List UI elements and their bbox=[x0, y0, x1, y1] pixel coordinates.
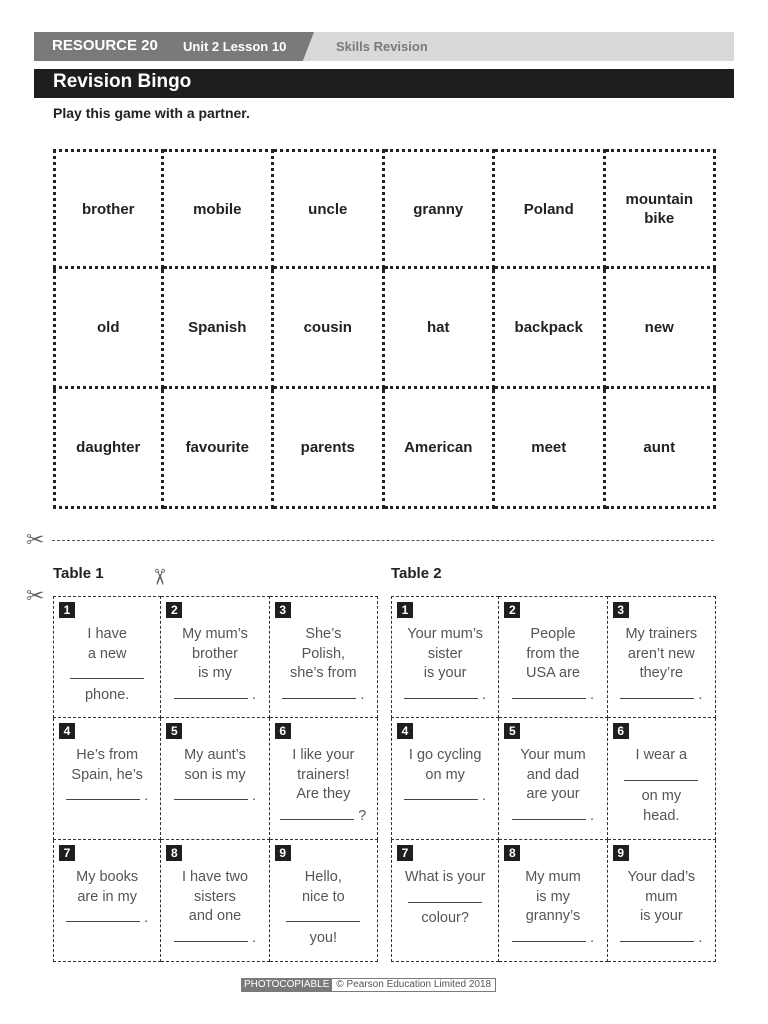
card-sentence bbox=[395, 868, 495, 929]
question-card bbox=[391, 840, 499, 962]
card-sentence bbox=[164, 625, 265, 705]
bingo-cell bbox=[164, 389, 275, 509]
question-card bbox=[391, 718, 499, 840]
bingo-cell bbox=[274, 389, 385, 509]
card-sentence bbox=[611, 868, 712, 948]
answer-blank bbox=[620, 927, 694, 942]
bingo-word: aunt bbox=[643, 439, 676, 456]
answer-blank bbox=[408, 888, 482, 903]
cut-line bbox=[52, 540, 714, 541]
card-number: 2 bbox=[166, 602, 182, 618]
sentence-line: Your mum’s bbox=[407, 626, 484, 642]
card-number: 7 bbox=[397, 845, 413, 861]
bingo-cell bbox=[274, 149, 385, 269]
answer-blank bbox=[404, 684, 478, 699]
bingo-word: parents bbox=[300, 439, 355, 456]
sentence-line: Polish, bbox=[301, 645, 346, 662]
sentence-line: She’s bbox=[305, 626, 342, 642]
instruction-text: Play this game with a partner. bbox=[53, 105, 250, 121]
answer-blank bbox=[174, 927, 248, 942]
sentence-line: I like your bbox=[292, 747, 355, 763]
bingo-cell bbox=[385, 269, 496, 389]
bingo-word: old bbox=[97, 319, 120, 336]
sentence-line: . bbox=[502, 805, 603, 827]
question-card bbox=[499, 718, 607, 840]
answer-blank bbox=[66, 907, 140, 922]
sentence-line: are in my bbox=[77, 888, 137, 905]
bingo-word: Poland bbox=[523, 200, 574, 218]
card-number: 9 bbox=[275, 845, 291, 861]
sentence-line: . bbox=[57, 907, 157, 929]
card-number: 3 bbox=[275, 602, 291, 618]
bingo-cell bbox=[606, 149, 717, 269]
bingo-word: mountain bike bbox=[625, 191, 693, 227]
answer-blank bbox=[404, 785, 478, 800]
bingo-cell bbox=[53, 149, 164, 269]
bingo-word: new bbox=[644, 319, 674, 336]
sentence-line bbox=[57, 664, 157, 686]
card-sentence bbox=[273, 625, 374, 705]
card-sentence bbox=[395, 746, 495, 807]
bingo-cell bbox=[164, 149, 275, 269]
sentence-line: son is my bbox=[184, 766, 246, 783]
card-sentence bbox=[611, 746, 712, 826]
sentence-line: . bbox=[273, 684, 374, 706]
bingo-word: mobile bbox=[193, 200, 242, 218]
sentence-line: nice to bbox=[301, 888, 345, 905]
sentence-line: . bbox=[395, 684, 495, 706]
question-card bbox=[608, 718, 716, 840]
card-sentence bbox=[57, 746, 157, 807]
sentence-line: is your bbox=[639, 908, 683, 924]
question-card bbox=[499, 840, 607, 962]
sentence-line: sisters bbox=[194, 888, 236, 905]
sentence-line: He’s from bbox=[76, 747, 139, 763]
bingo-word: brother bbox=[82, 200, 135, 218]
bingo-word: backpack bbox=[514, 319, 583, 336]
answer-blank bbox=[512, 684, 586, 699]
sentence-line: My mum bbox=[525, 869, 581, 885]
sentence-line: Are they bbox=[296, 786, 351, 802]
card-number: 5 bbox=[504, 723, 520, 739]
sentence-line: granny’s bbox=[525, 908, 581, 924]
sentence-line: . bbox=[57, 785, 157, 807]
answer-blank bbox=[70, 664, 144, 679]
answer-blank bbox=[174, 785, 248, 800]
card-number: 3 bbox=[613, 602, 629, 618]
card-sentence bbox=[502, 625, 603, 705]
bingo-cell bbox=[385, 149, 496, 269]
table1-grid bbox=[53, 596, 378, 962]
bingo-cell bbox=[274, 269, 385, 389]
sentence-line: I have two bbox=[181, 869, 249, 885]
sentence-line: USA are bbox=[525, 665, 580, 681]
sentence-line: phone. bbox=[84, 686, 130, 703]
answer-blank bbox=[512, 927, 586, 942]
sentence-line: . bbox=[611, 927, 712, 949]
sentence-line: sister bbox=[427, 645, 463, 662]
card-number: 8 bbox=[166, 845, 182, 861]
bingo-cell bbox=[53, 389, 164, 509]
card-sentence bbox=[502, 746, 603, 826]
sentence-line: My trainers bbox=[625, 626, 698, 642]
sentence-line: My mum’s bbox=[182, 626, 248, 642]
question-card bbox=[270, 718, 378, 840]
sentence-line: on my bbox=[425, 766, 465, 783]
card-number: 1 bbox=[59, 602, 75, 618]
sentence-line: . bbox=[611, 684, 712, 706]
card-number: 4 bbox=[59, 723, 75, 739]
sentence-line: mum bbox=[645, 888, 678, 905]
sentence-line: Your dad’s bbox=[627, 869, 696, 885]
sentence-line: My books bbox=[76, 869, 139, 885]
bingo-word: hat bbox=[427, 319, 450, 336]
bingo-cell bbox=[606, 389, 717, 509]
sentence-line: . bbox=[502, 927, 603, 949]
question-card bbox=[53, 596, 161, 718]
sentence-line: on my bbox=[641, 788, 682, 804]
sentence-line: from the bbox=[526, 645, 580, 662]
sentence-line: head. bbox=[643, 807, 680, 824]
question-card bbox=[608, 596, 716, 718]
card-sentence bbox=[57, 625, 157, 705]
question-card bbox=[53, 718, 161, 840]
sentence-line: Your mum bbox=[520, 747, 586, 763]
question-card bbox=[53, 840, 161, 962]
question-card bbox=[270, 840, 378, 962]
card-number: 6 bbox=[275, 723, 291, 739]
sentence-line: . bbox=[164, 785, 265, 807]
bingo-word: Spanish bbox=[188, 319, 247, 336]
bingo-word: meet bbox=[531, 439, 567, 456]
bingo-cell bbox=[164, 269, 275, 389]
card-sentence bbox=[57, 868, 157, 929]
sentence-line: they’re bbox=[639, 665, 684, 681]
copyright-text: © Pearson Education Limited 2018 bbox=[332, 978, 496, 992]
card-sentence bbox=[164, 868, 265, 948]
answer-blank bbox=[174, 684, 248, 699]
sentence-line bbox=[611, 766, 712, 788]
answer-blank bbox=[620, 684, 694, 699]
sentence-line: I have bbox=[87, 626, 127, 642]
scissors-icon: ✂ bbox=[26, 527, 45, 552]
bingo-cell bbox=[495, 149, 606, 269]
bingo-word: cousin bbox=[303, 319, 352, 336]
page-title: Revision Bingo bbox=[53, 71, 192, 92]
footer bbox=[241, 978, 496, 992]
sentence-line: . bbox=[502, 684, 603, 706]
sentence-line: What is your bbox=[404, 869, 486, 885]
bingo-cell bbox=[53, 269, 164, 389]
sentence-line: I wear a bbox=[635, 747, 688, 763]
question-card bbox=[270, 596, 378, 718]
sentence-line: ? bbox=[273, 805, 374, 827]
resource-number: RESOURCE 20 bbox=[52, 37, 158, 54]
answer-blank bbox=[512, 805, 586, 820]
card-number: 9 bbox=[613, 845, 629, 861]
card-number: 6 bbox=[613, 723, 629, 739]
unit-lesson: Unit 2 Lesson 10 bbox=[183, 39, 287, 54]
bingo-cell bbox=[385, 389, 496, 509]
question-card bbox=[608, 840, 716, 962]
bingo-word: granny bbox=[413, 200, 464, 218]
sentence-line: brother bbox=[192, 645, 238, 662]
sentence-line: and one bbox=[188, 908, 242, 924]
card-number: 8 bbox=[504, 845, 520, 861]
bingo-grid bbox=[53, 149, 716, 509]
card-sentence bbox=[273, 868, 374, 948]
card-number: 4 bbox=[397, 723, 413, 739]
card-sentence bbox=[164, 746, 265, 807]
question-card bbox=[161, 596, 269, 718]
card-number: 2 bbox=[504, 602, 520, 618]
bingo-word: American bbox=[404, 439, 473, 456]
sentence-line: colour? bbox=[421, 910, 469, 926]
answer-blank bbox=[66, 785, 140, 800]
sentence-line: . bbox=[395, 785, 495, 807]
sentence-line: Spain, he’s bbox=[71, 766, 143, 783]
card-sentence bbox=[395, 625, 495, 705]
sentence-line: I go cycling bbox=[408, 747, 482, 763]
sentence-line: she’s from bbox=[290, 665, 357, 681]
card-number: 7 bbox=[59, 845, 75, 861]
sentence-line: you! bbox=[309, 929, 338, 946]
sentence-line: My aunt’s bbox=[184, 747, 246, 763]
bingo-word: favourite bbox=[185, 439, 249, 456]
section-name: Skills Revision bbox=[336, 39, 428, 54]
sentence-line: . bbox=[164, 684, 265, 706]
sentence-line: are your bbox=[526, 786, 580, 802]
question-card bbox=[161, 840, 269, 962]
answer-blank bbox=[624, 766, 698, 781]
answer-blank bbox=[280, 805, 354, 820]
card-number: 5 bbox=[166, 723, 182, 739]
card-number: 1 bbox=[397, 602, 413, 618]
table2-label: Table 2 bbox=[391, 565, 442, 582]
sentence-line bbox=[273, 907, 374, 929]
sentence-line: aren’t new bbox=[627, 645, 695, 662]
question-card bbox=[499, 596, 607, 718]
sentence-line: . bbox=[164, 927, 265, 949]
answer-blank bbox=[286, 907, 360, 922]
scissors-icon: ✂ bbox=[26, 583, 45, 608]
sentence-line: is my bbox=[198, 665, 232, 681]
bingo-cell bbox=[606, 269, 717, 389]
card-sentence bbox=[611, 625, 712, 705]
question-card bbox=[391, 596, 499, 718]
bingo-cell bbox=[495, 269, 606, 389]
sentence-line: is my bbox=[536, 888, 570, 905]
answer-blank bbox=[282, 684, 356, 699]
bingo-word: uncle bbox=[308, 200, 348, 218]
sentence-line: trainers! bbox=[297, 766, 350, 783]
sentence-line bbox=[395, 888, 495, 910]
sentence-line: People bbox=[530, 626, 576, 642]
sentence-line: and dad bbox=[526, 766, 580, 783]
bingo-word: daughter bbox=[76, 439, 141, 456]
card-sentence bbox=[273, 746, 374, 826]
table1-label: Table 1 bbox=[53, 565, 104, 582]
photocopiable-badge: PHOTOCOPIABLE bbox=[241, 978, 332, 992]
bingo-cell bbox=[495, 389, 606, 509]
scissors-icon: ✂ bbox=[147, 567, 173, 587]
card-sentence bbox=[502, 868, 603, 948]
table2-grid bbox=[391, 596, 716, 962]
sentence-line: a new bbox=[87, 645, 127, 662]
sentence-line: is your bbox=[423, 665, 467, 681]
question-card bbox=[161, 718, 269, 840]
sentence-line: Hello, bbox=[304, 869, 342, 885]
